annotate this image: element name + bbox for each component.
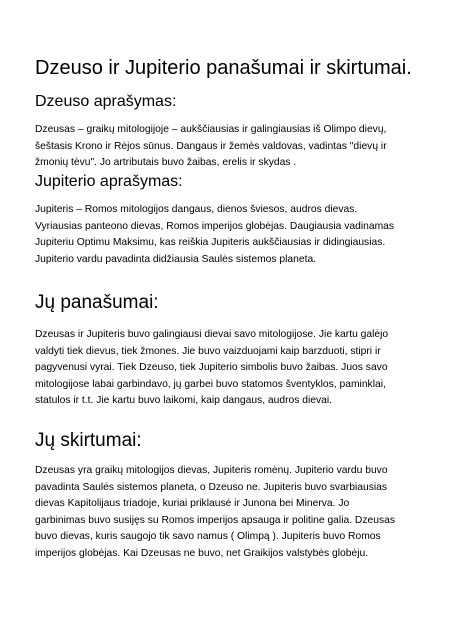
text-line: dievas Kapitolijaus triadoje, kuriai priklausė ir Junona bei Minerva. Jo xyxy=(35,498,350,510)
text-line: Jupiterio vardu pavadinta didžiausia Saulės sistemos planeta. xyxy=(35,253,317,265)
text-line: mitologijose labai garbindavo, jų garbei buvo statomos šventyklos, paminklai, xyxy=(35,378,386,390)
text-line: valdyti tiek dievus, tiek žmones. Jie buvo vaizduojami kaip barzduoti, stipri ir xyxy=(35,345,381,357)
section-body-differences xyxy=(35,463,445,563)
section-heading-similarities: Jų panašumai: xyxy=(35,292,159,313)
text-line: pavadinta Saulės sistemos planeta, o Dzeuso ne. Jupiteris buvo svarbiausias xyxy=(35,481,388,493)
section-body-jupiter-description xyxy=(35,202,445,268)
text-line: Dzeusas ir Jupiteris buvo galingiausi dievai savo mitologijose. Jie kartu galėjo xyxy=(35,329,389,340)
text-line: šeštasis Krono ir Rėjos sūnus. Dangaus ir žemės valdovas, vadintas "dievų ir xyxy=(35,140,387,152)
text-line: pagyvenusi vyrai. Tiek Dzeuso, tiek Jupiterio simbolis buvo žaibas. Juos savo xyxy=(35,362,388,374)
text-line: imperijos globėjas. Kai Dzeusas ne buvo, net Graikijos valstybės globėju. xyxy=(35,547,369,559)
section-body-zeus-description xyxy=(35,122,445,172)
text-line: Jupiteris – Romos mitologijos dangaus, dienos šviesos, audros dievas. xyxy=(35,204,358,215)
section-heading-jupiter-description: Jupiterio aprašymas: xyxy=(35,173,183,190)
text-line: statulos ir t.t. Jie kartu buvo laikomi, kaip dangaus, audros dievai. xyxy=(35,395,333,407)
text-line: buvo dievas, kuris saugojo tik savo namus ( Olimpą ). Jupiteris buvo Romos xyxy=(35,531,381,543)
section-heading-differences: Jų skirtumai: xyxy=(35,430,142,451)
section-body-similarities xyxy=(35,327,445,410)
text-line: Dzeusas – graikų mitologijoje – aukščiausias ir galingiausias iš Olimpo dievų, xyxy=(35,124,387,135)
text-line: Vyriausias panteono dievas, Romos imperijos globėjas. Daugiausia vadinamas xyxy=(35,220,395,232)
section-heading-zeus-description: Dzeuso aprašymas: xyxy=(35,93,177,110)
document-title: Dzeuso ir Jupiterio panašumai ir skirtumai. xyxy=(35,57,412,79)
text-line: garbinimas buvo susijęs su Romos imperijos apsauga ir politine galia. Dzeusas xyxy=(35,514,395,526)
text-line: žmonių tėvu". Jo artributais buvo žaibas, erelis ir skydas . xyxy=(35,157,297,169)
text-line: Dzeusas yra graikų mitologijos dievas, Jupiteris romėnų. Jupiterio vardu buvo xyxy=(35,465,388,476)
text-line: Jupiteriu Optimu Maksimu, kas reiškia Jupiteris aukščiausias ir didingiausias. xyxy=(35,237,386,249)
